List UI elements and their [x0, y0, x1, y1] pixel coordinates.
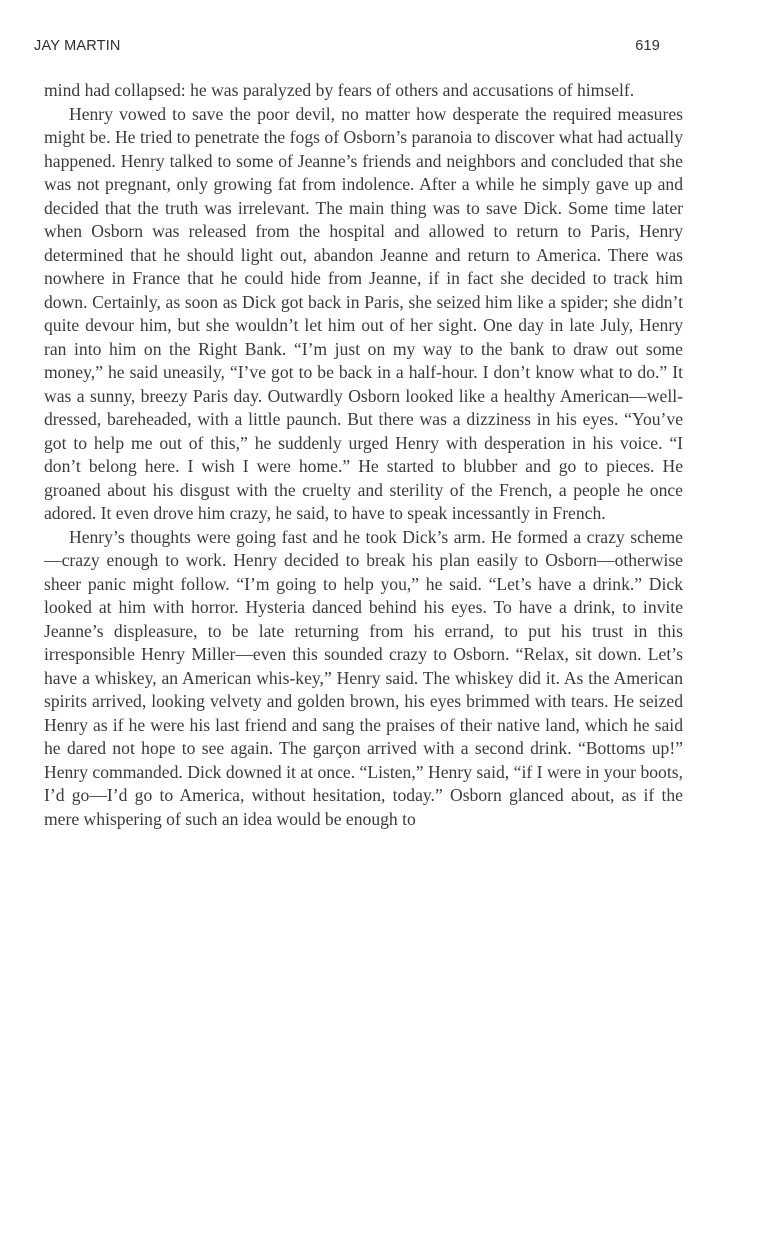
running-head: [34, 34, 660, 58]
paragraph: Henry’s thoughts were going fast and he took Dick’s arm. He formed a crazy scheme—crazy enough to work. Henry decided to break his plan easily to Osborn—otherwise sheer panic might follow. “I’m going to help you,” he said. “Let’s have a drink.” Dick looked at him with horror. Hysteria danced behind his eyes. To have a drink, to invite Jeanne’s displeasure, to be late returning from his errand, to put his trust in this irresponsible Henry Miller—even this sounded crazy to Osborn. “Relax, sit down. Let’s have a whiskey, an American whis-key,” Henry said. The whiskey did it. As the American spirits arrived, looking velvety and golden brown, his eyes brimmed with tears. He seized Henry as if he were his last friend and sang the praises of their native land, which he said he dared not hope to see again. The garçon arrived with a second drink. “Bottoms up!” Henry commanded. Dick downed it at once. “Listen,” Henry said, “if I were in your boots, I’d go—I’d go to America, without hesitation, today.” Osborn glanced about, as if the mere whispering of such an idea would be enough to: [44, 526, 683, 829]
paragraph-continued: mind had collapsed: he was paralyzed by fears of others and accusations of himself.: [44, 80, 635, 100]
paragraph: Henry vowed to save the poor devil, no matter how desperate the required measures might be. He tried to penetrate the fogs of Osborn’s paranoia to discover what had actually happened. Henry talked to some of Jeanne’s friends and neighbors and concluded that she was not pregnant, only growing fat from indolence. After a while he simply gave up and decided that the truth was irrelevant. The main thing was to save Dick. Some time later when Osborn was released from the hospital and allowed to return to Paris, Henry determined that he should light out, abandon Jeanne and return to America. There was nowhere in France that he could hide from Jeanne, if in fact she decided to track him down. Certainly, as soon as Dick got back in Paris, she seized him like a spider; she didn’t quite devour him, but she wouldn’t let him out of her sight. One day in late July, Henry ran into him on the Right Bank. “I’m just on my way to the bank to draw out some money,” he said uneasily, “I’ve got to be back in a half-hour. I don’t know what to do.” It was a sunny, breezy Paris day. Outwardly Osborn looked like a healthy American—well-dressed, bareheaded, with a little paunch. But there was a dizziness in his eyes. “You’ve got to help me out of this,” he suddenly urged Henry with desperation in his voice. “I don’t belong here. I wish I were home.” He started to blubber and go to pieces. He groaned about his disgust with the cruelty and sterility of the French, a people he once adored. It even drove him crazy, he said, to have to speak incessantly in French.: [44, 103, 683, 524]
page-number: 619: [635, 38, 660, 54]
body-text: [44, 79, 683, 832]
running-head-author: JAY MARTIN: [34, 38, 121, 54]
